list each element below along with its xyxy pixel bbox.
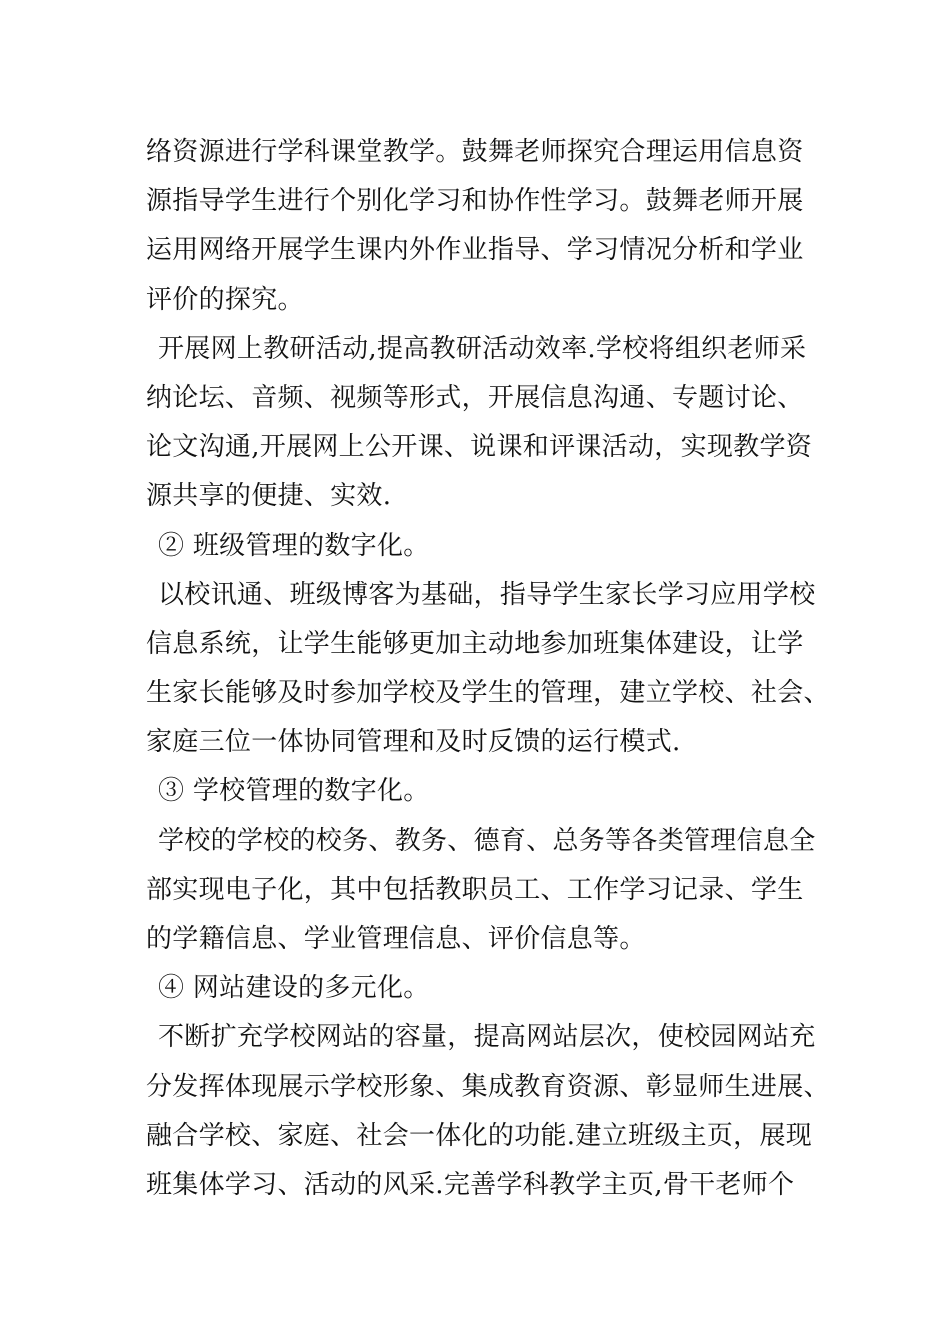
- text-line: 信息系统，让学生能够更加主动地参加班集体建设，让学: [146, 628, 804, 659]
- paragraph-start-line: 以校讯通、班级博客为基础，指导学生家长学习应用学校: [158, 579, 816, 610]
- text-line: 纳论坛、音频、视频等形式，开展信息沟通、专题讨论、: [146, 382, 804, 413]
- text-line: 的学籍信息、学业管理信息、评价信息等。: [146, 924, 646, 954]
- paragraph-start-line: 不断扩充学校网站的容量，提高网站层次，使校园网站充: [158, 1022, 816, 1053]
- text-line: 班集体学习、活动的风采.完善学科教学主页,骨干老师个: [146, 1169, 795, 1200]
- text-line: 家庭三位一体协同管理和及时反馈的运行模式.: [146, 727, 681, 758]
- text-line: 部实现电子化，其中包括教职员工、工作学习记录、学生: [146, 874, 804, 905]
- text-line: 分发挥体现展示学校形象、集成教育资源、彰显师生进展、: [146, 1071, 830, 1102]
- text-line: 评价的探究。: [146, 284, 304, 315]
- section-heading-school-management: ③ 学校管理的数字化。: [158, 776, 430, 807]
- text-line: 源指导学生进行个别化学习和协作性学习。鼓舞老师开展: [146, 186, 804, 217]
- text-line: 融合学校、家庭、社会一体化的功能.建立班级主页，展现: [146, 1120, 813, 1151]
- text-line: 论文沟通,开展网上公开课、说课和评课活动，实现教学资: [146, 432, 813, 463]
- text-line: 运用网络开展学生课内外作业指导、学习情况分析和学业: [146, 235, 804, 266]
- document-body: [146, 128, 830, 1210]
- text-line: 络资源进行学科课堂教学。鼓舞老师探究合理运用信息资: [146, 137, 804, 167]
- section-heading-website-construction: ④ 网站建设的多元化。: [158, 973, 430, 1004]
- text-line: 源共享的便捷、实效.: [146, 481, 392, 512]
- paragraph-start-line: 学校的学校的校务、教务、德育、总务等各类管理信息全: [158, 825, 816, 856]
- text-line: 生家长能够及时参加学校及学生的管理，建立学校、社会、: [146, 678, 830, 709]
- section-heading-class-management: ② 班级管理的数字化。: [158, 530, 430, 561]
- paragraph-start-line: 开展网上教研活动,提高教研活动效率.学校将组织老师采: [158, 333, 807, 364]
